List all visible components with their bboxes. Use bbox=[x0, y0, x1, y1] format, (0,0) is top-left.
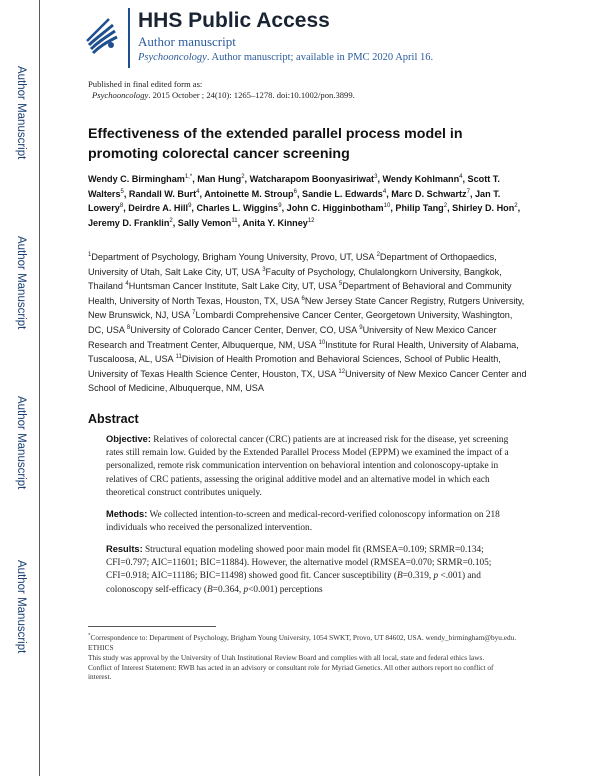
author-affiliation-marker: 9 bbox=[188, 203, 192, 210]
author-name: Wendy C. Birmingham bbox=[88, 174, 185, 184]
author-name: Wendy Kohlmann bbox=[382, 174, 460, 184]
footnotes bbox=[88, 633, 518, 682]
results-text: <.001) and colonoscopy self-efficacy ( bbox=[106, 571, 481, 595]
author-name: Randall W. Burt bbox=[128, 188, 197, 199]
author-name: John C. Higginbotham bbox=[286, 203, 384, 214]
author-affiliation-marker: 3 bbox=[374, 173, 378, 180]
affiliation-text: Division of Health Promotion and Behavioral Sciences, School of Public Health, University of Texas Health Science Center, Houston, TX, USA bbox=[88, 354, 501, 379]
affiliation-text: Department of Behavioral and Community Health, University of North Texas, Houston, TX, USA bbox=[88, 281, 512, 306]
results-text: =0.319, bbox=[402, 571, 434, 582]
author-affiliation-marker: 6 bbox=[293, 188, 297, 195]
author-manuscript-subtitle: Author manuscript bbox=[138, 34, 236, 49]
author-separator: , bbox=[123, 188, 129, 199]
author-name: Marc D. Schwartz bbox=[391, 188, 467, 199]
author-name: Philip Tang bbox=[395, 203, 444, 214]
author-affiliation-marker: 2 bbox=[443, 203, 448, 210]
author-separator: , bbox=[390, 203, 396, 214]
author-entry bbox=[383, 174, 468, 184]
author-separator: , bbox=[244, 174, 250, 184]
author-name: Jan T. Lowery bbox=[88, 188, 501, 214]
affiliation-list bbox=[88, 250, 528, 396]
affiliation-number: 12 bbox=[338, 368, 346, 375]
affiliation-number: 8 bbox=[126, 324, 131, 331]
correspondence-footnote bbox=[88, 633, 518, 642]
objective-paragraph bbox=[106, 433, 524, 500]
affiliation-number: 5 bbox=[338, 281, 343, 288]
objective-label: Objective: bbox=[106, 434, 151, 444]
stat-p: p bbox=[433, 571, 439, 582]
author-entry bbox=[287, 203, 396, 213]
published-label: Published in final edited form as: bbox=[88, 79, 203, 89]
methods-paragraph bbox=[106, 508, 524, 535]
article-title: Effectiveness of the extended parallel process model in promoting colorectal cancer screening bbox=[88, 126, 463, 162]
author-entry bbox=[88, 174, 197, 184]
author-separator: , bbox=[192, 174, 198, 184]
author-name: Sally Vemon bbox=[177, 217, 232, 228]
methods-text: We collected intention-to-screen and medical-record-verified colonoscopy information on 218 individuals who received the personalized intervention. bbox=[106, 510, 500, 534]
author-separator: , bbox=[447, 203, 453, 214]
affiliation-number: 6 bbox=[301, 295, 305, 302]
author-name: Charles L. Wiggins bbox=[196, 203, 279, 214]
author-entry bbox=[204, 189, 302, 199]
author-affiliation-marker: 4 bbox=[382, 188, 387, 195]
affiliation-number: 7 bbox=[192, 310, 196, 317]
author-separator: , bbox=[517, 203, 521, 214]
conflict-footnote: Conflict of Interest Statement: RWB has acted in an advisory or consultant role for Myriad Genetics. All other authors report no conflict of interest. bbox=[88, 662, 494, 682]
sidebar-author-manuscript-label: Author Manuscript bbox=[15, 560, 27, 654]
results-text: =0.364, bbox=[212, 584, 244, 595]
affiliation-entry bbox=[127, 325, 359, 335]
affiliation-text: Department of Psychology, Brigham Young University, Provo, UT, USA bbox=[91, 252, 377, 262]
author-affiliation-marker: 9 bbox=[278, 203, 282, 210]
affiliation-number: 9 bbox=[359, 324, 363, 331]
author-name: Anita Y. Kinney bbox=[242, 217, 308, 228]
author-affiliation-marker: 2 bbox=[241, 173, 245, 180]
author-name: Deirdre A. Hill bbox=[128, 203, 189, 214]
author-name: Shirley D. Hon bbox=[452, 203, 515, 214]
author-separator: , bbox=[462, 174, 468, 184]
hhs-public-access-title: HHS Public Access bbox=[138, 9, 330, 32]
stat-p: p bbox=[243, 584, 249, 595]
affiliation-number: 11 bbox=[175, 354, 182, 361]
affiliation-text: University of New Mexico Cancer Research and Treatment Center, Albuquerque, NM, USA bbox=[88, 324, 497, 350]
results-paragraph bbox=[106, 543, 524, 597]
sidebar-author-manuscript-label: Author Manuscript bbox=[15, 66, 27, 160]
author-separator: , bbox=[123, 203, 129, 214]
affiliation-text: Institute for Rural Health, University of Alabama, Tuscaloosa, AL, USA bbox=[88, 339, 519, 365]
author-name: Scott T. Walters bbox=[88, 174, 500, 199]
author-separator: , bbox=[469, 188, 475, 199]
affiliation-text: Department of Orthopaedics, University of Utah, Salt Lake City, UT, USA bbox=[88, 252, 497, 277]
author-name: Man Hung bbox=[197, 174, 242, 184]
stat-b: B bbox=[397, 571, 403, 582]
author-list bbox=[88, 172, 528, 230]
stat-b: B bbox=[207, 584, 213, 595]
affiliation-text: New Jersey State Cancer Registry, Rutgers University, New Brunswick, NJ, USA bbox=[88, 295, 525, 321]
author-separator: , bbox=[237, 217, 243, 228]
availability-line bbox=[138, 50, 433, 65]
ethics-text: This study was approval by the University of Utah Institutional Review Board and complies with all local, state and federal ethics laws. bbox=[88, 652, 485, 662]
author-entry bbox=[452, 203, 520, 213]
citation-journal: Psychooncology bbox=[92, 90, 149, 100]
author-affiliation-marker: 8 bbox=[119, 203, 124, 210]
hhs-eagle-logo-icon bbox=[78, 8, 130, 68]
author-entry bbox=[395, 203, 452, 213]
author-entry bbox=[302, 189, 391, 199]
availability-text: . Author manuscript; available in PMC 2020 April 16. bbox=[206, 52, 434, 63]
ethics-heading: ETHICS bbox=[88, 642, 114, 652]
footnote-divider bbox=[88, 626, 216, 627]
journal-name: Psychooncology bbox=[138, 52, 207, 63]
results-label: Results: bbox=[106, 544, 143, 554]
author-affiliation-marker: 10 bbox=[383, 203, 391, 210]
author-affiliation-marker: 5 bbox=[120, 188, 124, 195]
author-name: Sandie L. Edwards bbox=[302, 188, 383, 199]
author-affiliation-marker: 12 bbox=[307, 217, 315, 224]
affiliation-number: 10 bbox=[318, 339, 326, 346]
affiliation-text: University of Colorado Cancer Center, Denver, CO, USA bbox=[130, 324, 360, 335]
author-entry bbox=[129, 189, 204, 199]
author-separator: , bbox=[386, 188, 392, 199]
author-name: Antoinette M. Stroup bbox=[204, 188, 294, 199]
affiliation-entry bbox=[88, 252, 377, 262]
author-affiliation-marker: 2 bbox=[514, 203, 518, 210]
author-affiliation-marker: 4 bbox=[196, 188, 200, 195]
author-separator: , bbox=[172, 217, 178, 228]
sidebar-author-manuscript-label: Author Manuscript bbox=[15, 396, 27, 490]
author-name: Jeremy D. Franklin bbox=[88, 217, 170, 228]
sidebar-divider bbox=[39, 0, 40, 776]
published-in-block bbox=[88, 79, 355, 101]
author-affiliation-marker: 1,* bbox=[184, 173, 193, 180]
author-entry bbox=[196, 203, 286, 213]
author-entry bbox=[197, 174, 249, 184]
author-separator: , bbox=[191, 203, 197, 214]
author-affiliation-marker: 2 bbox=[169, 217, 173, 224]
author-entry bbox=[391, 189, 475, 199]
affiliation-text: University of New Mexico Cancer Center and School of Medicine, Albuquerque, NM, USA bbox=[88, 368, 527, 394]
author-separator: , bbox=[377, 174, 383, 184]
citation-line bbox=[88, 90, 355, 101]
correspondence-marker: * bbox=[88, 633, 91, 639]
hhs-header bbox=[78, 8, 578, 76]
author-entry bbox=[88, 218, 178, 228]
citation-details: . 2015 October ; 24(10): 1265–1278. doi:10.1002/pon.3899. bbox=[148, 90, 355, 100]
results-text: Structural equation modeling showed poor main model fit (RMSEA=0.109; SRMR=0.134; CFI=0.797; AIC=11601; BIC=11884). However, the alternative model (RMSEA=0.070; SRMR=0.105; CFI=0.918; AIC=11186; BIC=11498) showed good fit. Cancer susceptibility ( bbox=[106, 545, 492, 582]
author-entry bbox=[178, 218, 243, 228]
author-name: Watcharapom Boonyasiriwat bbox=[249, 174, 375, 184]
abstract-heading: Abstract bbox=[88, 412, 139, 426]
author-entry bbox=[242, 218, 314, 228]
affiliation-text: Faculty of Psychology, Chulalongkorn University, Bangkok, Thailand bbox=[88, 266, 502, 292]
author-affiliation-marker: 11 bbox=[231, 217, 238, 224]
results-text: <0.001) perceptions bbox=[248, 584, 323, 595]
author-entry bbox=[128, 203, 196, 213]
objective-text: Relatives of colorectal cancer (CRC) patients are at increased risk for the disease, yet screening rates still remain low. Guided by the Extended Parallel Process Model (EPPM) we examined the impact of a personalized, remote risk communication intervention on behavioral intention and colonoscopy-uptake in relatives of CRC patients, assessing the original additive model and an alternative model in which each theoretical construct contributes uniquely. bbox=[106, 435, 509, 498]
affiliation-text: Huntsman Cancer Institute, Salt Lake City, UT, USA bbox=[128, 281, 339, 292]
author-entry bbox=[250, 174, 383, 184]
author-affiliation-marker: 7 bbox=[466, 188, 470, 195]
sidebar-author-manuscript-label: Author Manuscript bbox=[15, 236, 27, 330]
author-separator: , bbox=[281, 203, 287, 214]
affiliation-text: Lombardi Comprehensive Cancer Center, Georgetown University, Washington, DC, USA bbox=[88, 310, 513, 335]
affiliation-number: 4 bbox=[125, 281, 129, 288]
affiliation-number: 2 bbox=[376, 251, 380, 258]
author-separator: , bbox=[199, 188, 205, 199]
affiliation-number: 3 bbox=[262, 266, 266, 273]
author-separator: , bbox=[296, 188, 303, 199]
author-affiliation-marker: 4 bbox=[459, 173, 463, 180]
affiliation-number: 1 bbox=[88, 251, 92, 258]
methods-label: Methods: bbox=[106, 509, 148, 519]
correspondence-text: Correspondence to: Department of Psychology, Brigham Young University, 1054 SWKT, Provo, UT 84602, USA. wendy_birmingham@byu.edu. bbox=[90, 633, 517, 642]
affiliation-entry bbox=[125, 281, 338, 291]
